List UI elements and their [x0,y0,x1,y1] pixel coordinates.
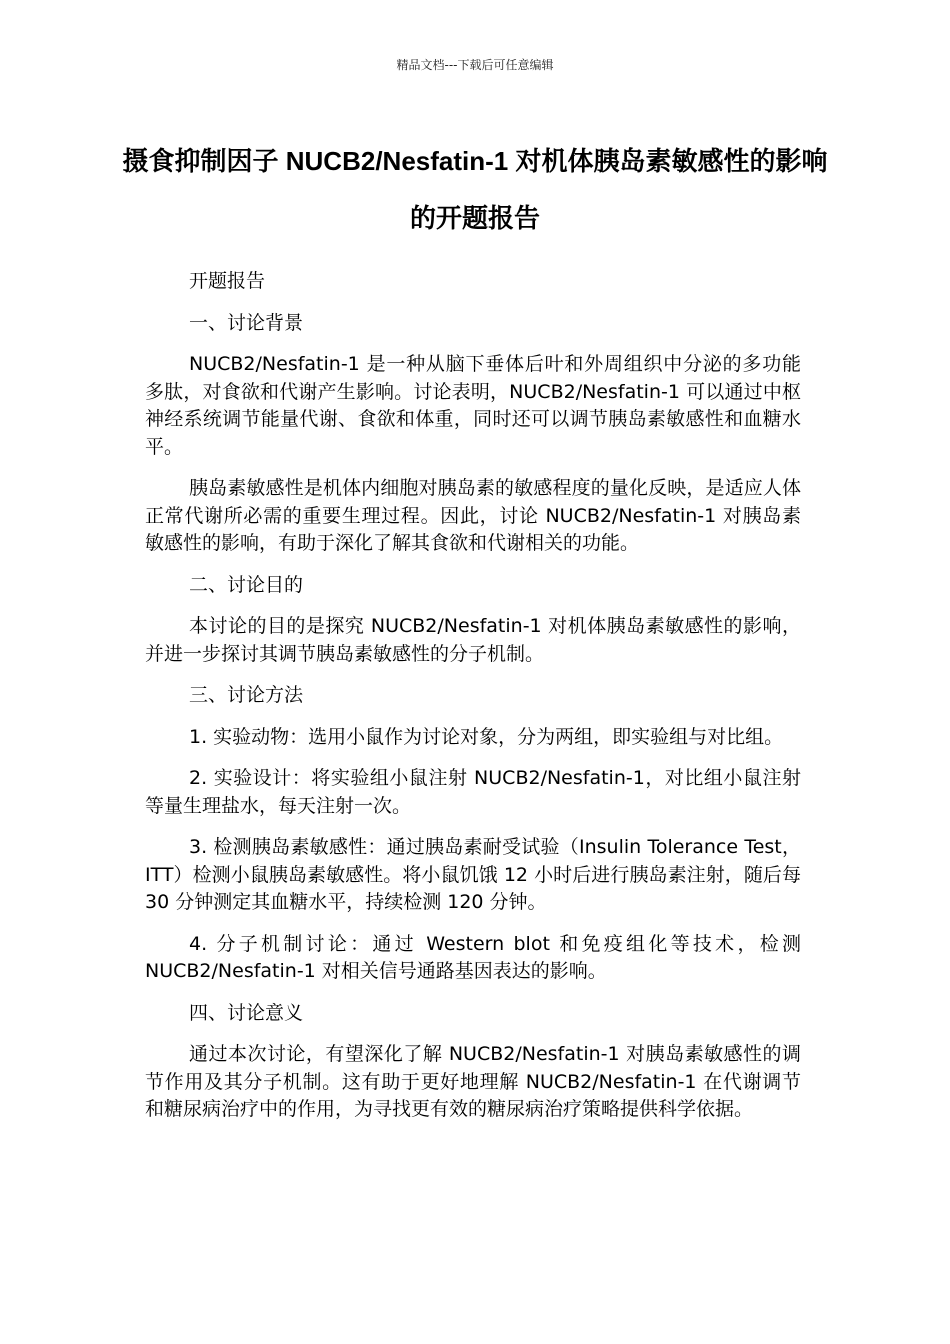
background-paragraph-2: 胰岛素敏感性是机体内细胞对胰岛素的敏感程度的量化反映，是适应人体正常代谢所必需的重要生理过程。因此，讨论 NUCB2/Nesfatin-1 对胰岛素敏感性的影响，有助于深化了解其食欲和代谢相关的功能。 [145,477,801,554]
document-title: 摄食抑制因子 NUCB2/Nesfatin-1 对机体胰岛素敏感性的影响的开题报告 [122,146,828,233]
section-heading-significance: 四、讨论意义 [189,1001,304,1024]
significance-paragraph: 通过本次讨论，有望深化了解 NUCB2/Nesfatin-1 对胰岛素敏感性的调节作用及其分子机制。这有助于更好地理解 NUCB2/Nesfatin-1 在代谢调节和糖尿病治疗中的作用，为寻找更有效的糖尿病治疗策略提供科学依据。 [145,1043,801,1120]
document-body [145,268,801,1138]
background-paragraph-1: NUCB2/Nesfatin-1 是一种从脑下垂体后叶和外周组织中分泌的多功能多肽，对食欲和代谢产生影响。讨论表明，NUCB2/Nesfatin-1 可以通过中枢神经系统调节能量代谢、食欲和体重，同时还可以调节胰岛素敏感性和血糖水平。 [145,353,801,458]
section-heading-methods: 三、讨论方法 [189,684,304,706]
method-item-itt: 3. 检测胰岛素敏感性：通过胰岛素耐受试验（Insulin Tolerance Test，ITT）检测小鼠胰岛素敏感性。将小鼠饥饿 12 小时后进行胰岛素注射，随后每 30 分钟测定其血糖水平，持续检测 120 分钟。 [145,836,801,913]
page-header-note: 精品文档---下载后可任意编辑 [396,58,554,72]
section-heading-purpose: 二、讨论目的 [189,573,304,596]
method-item-design: 2. 实验设计：将实验组小鼠注射 NUCB2/Nesfatin-1，对比组小鼠注射等量生理盐水，每天注射一次。 [145,767,801,817]
method-item-animals: 1. 实验动物：选用小鼠作为讨论对象，分为两组，即实验组与对比组。 [189,725,784,748]
purpose-paragraph: 本讨论的目的是探究 NUCB2/Nesfatin-1 对机体胰岛素敏感性的影响，并进一步探讨其调节胰岛素敏感性的分子机制。 [145,615,801,665]
section-heading-background: 一、讨论背景 [189,311,304,334]
method-item-mechanism: 4. 分子机制讨论：通过 Western blot 和免疫组化等技术，检测 NUCB2/Nesfatin-1 对相关信号通路基因表达的影响。 [145,932,801,982]
report-label: 开题报告 [189,270,266,292]
